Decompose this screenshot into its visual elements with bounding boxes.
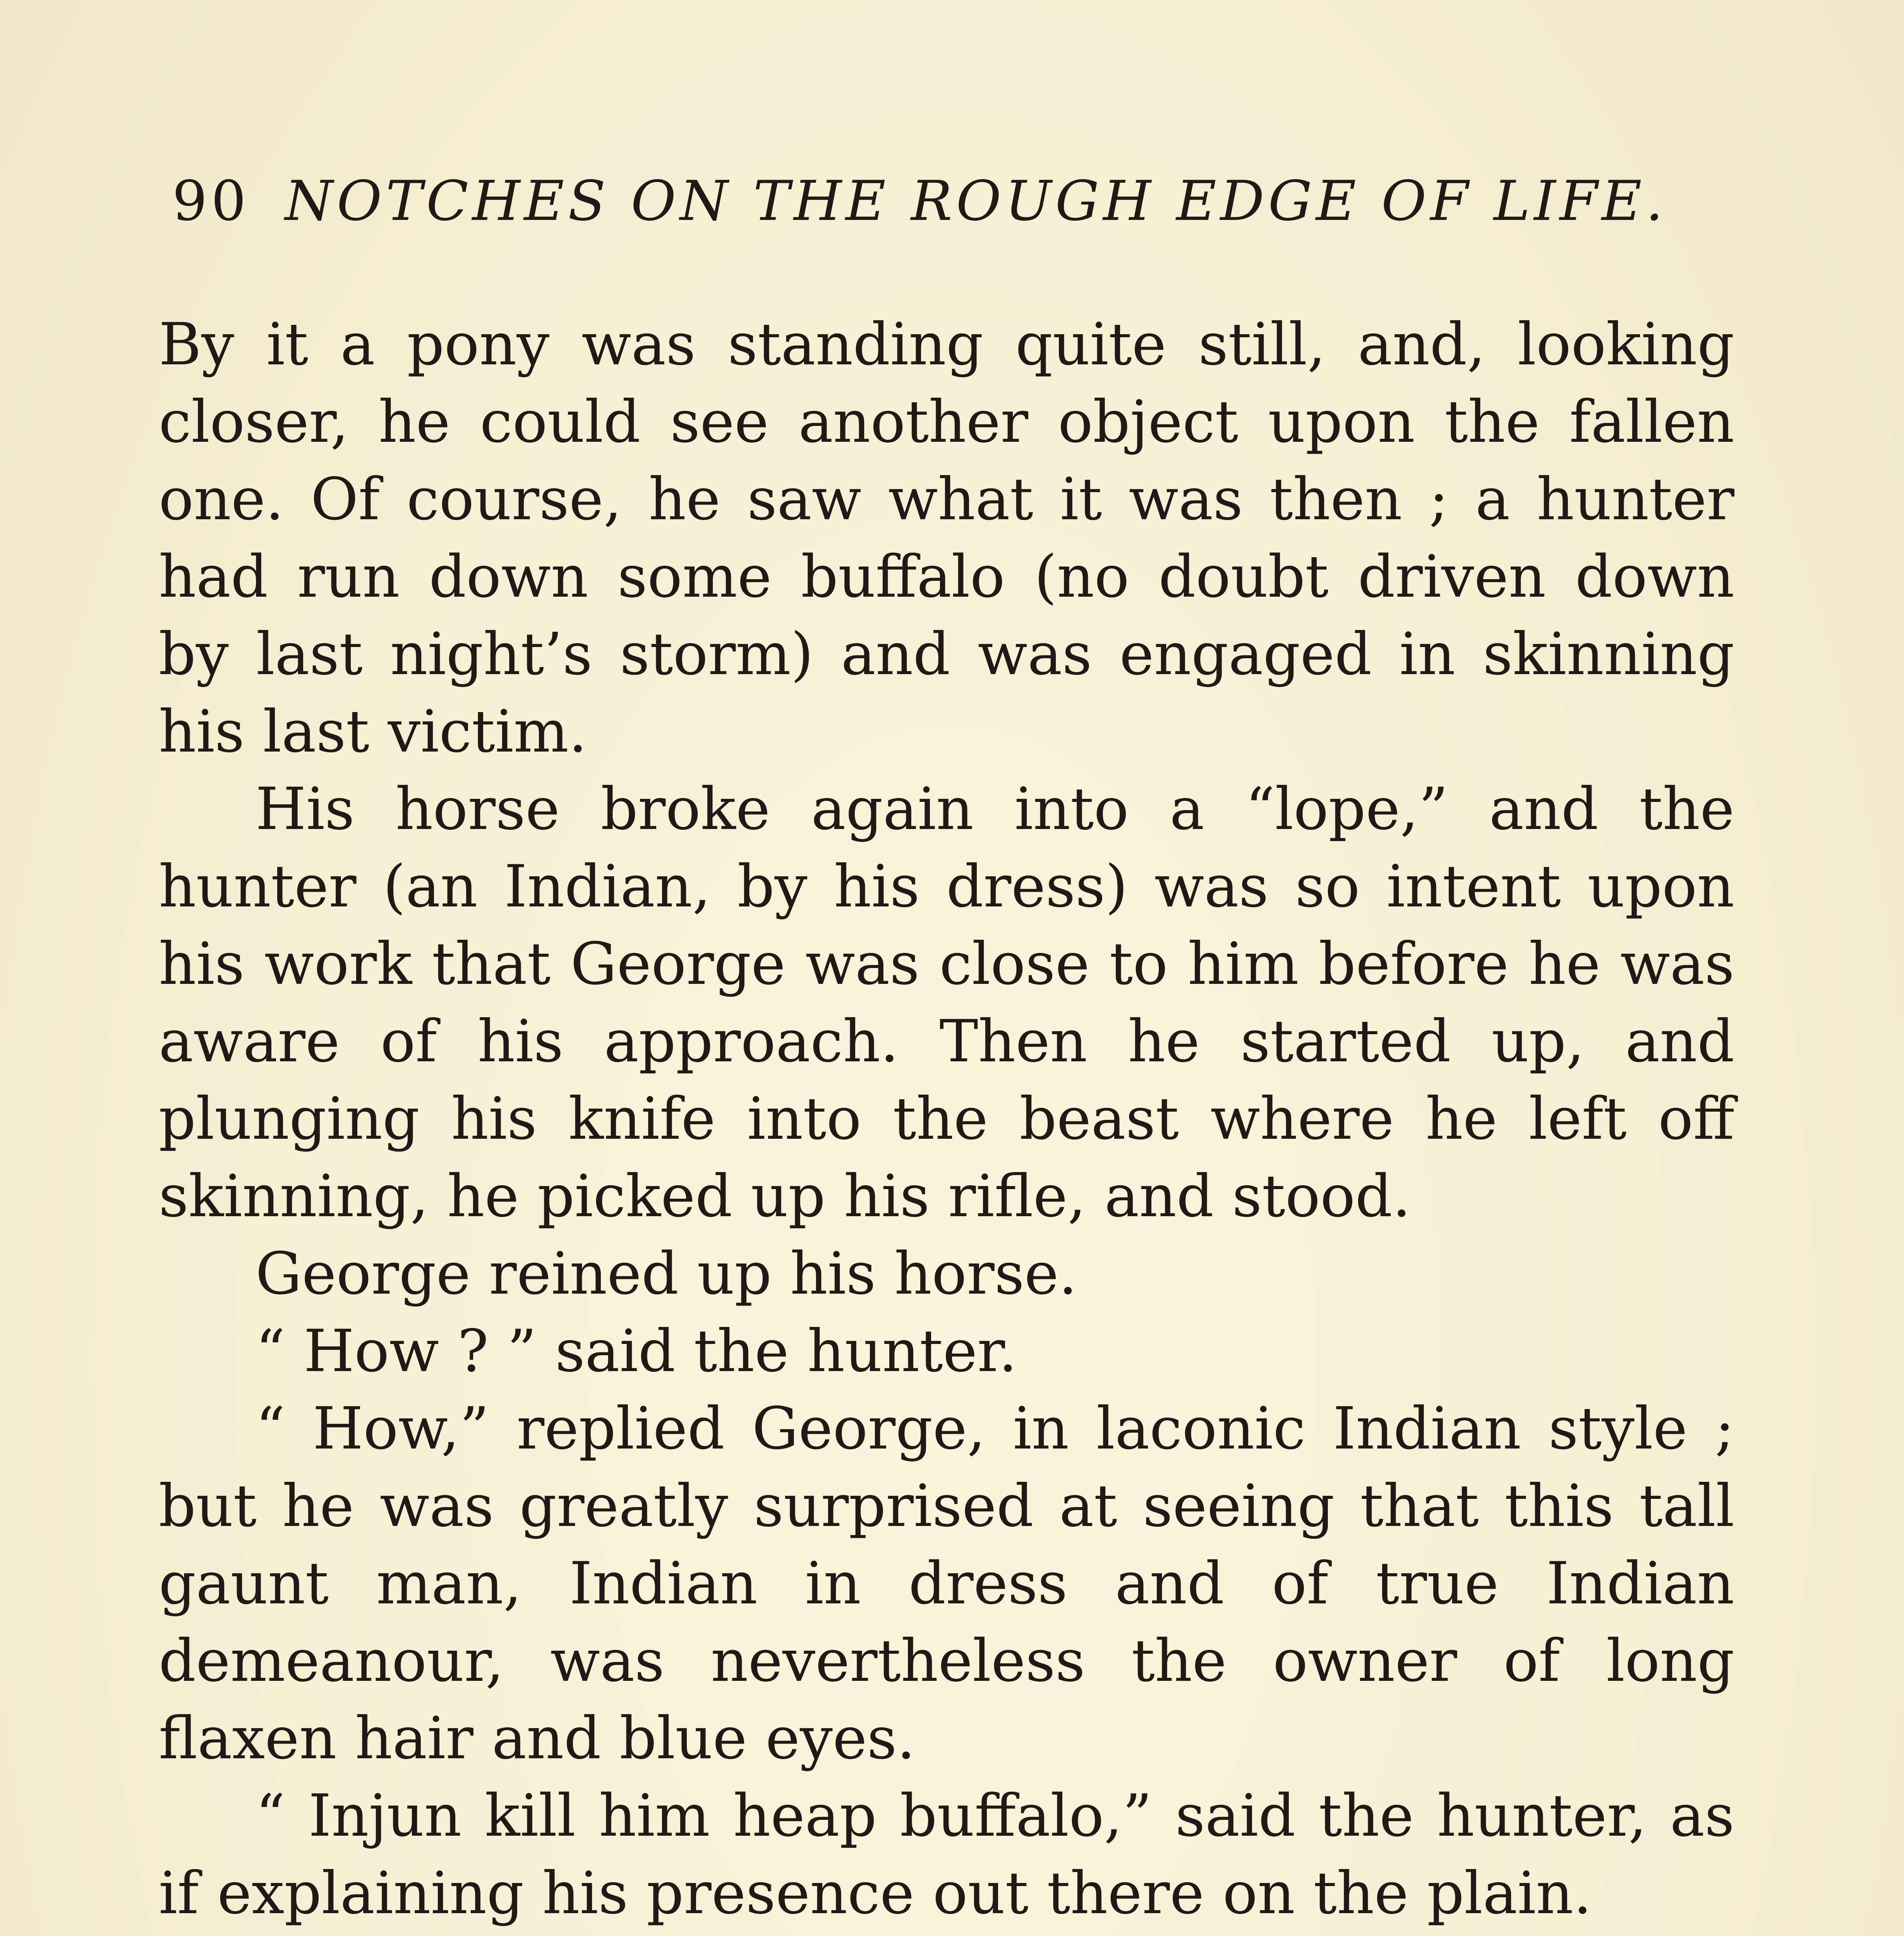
body-text (159, 306, 1734, 1936)
paragraph-3: George reined up his horse. (256, 1240, 1077, 1308)
paragraph-1: By it a pony was standing quite still, and, looking closer, he could see another object upon the fallen one. Of course, he saw what it was then ; a hunter had run down some buffalo (no doubt driven down by last night’s storm) and was engaged in skinning his last victim. (159, 311, 1734, 765)
paragraph-4: “ How ? ” said the hunter. (256, 1318, 1017, 1385)
running-title: NOTCHES ON THE ROUGH EDGE OF LIFE. (285, 169, 1667, 233)
paragraph-2: His horse broke again into a “lope,” and the hunter (an Indian, by his dress) was so intent upon his work that George was close to him before he was aware of his approach. Then he started up, and plunging his knife into the beast where he left off skinning, he picked up his rifle, and stood. (159, 776, 1734, 1230)
paragraph-5: “ How,” replied George, in laconic Indian style ; but he was greatly surprised at seeing that this tall gaunt man, Indian in dress and of true Indian demeanour, was nevertheless the owner of long flaxen hair and blue eyes. (159, 1395, 1734, 1772)
paragraph-7 (159, 1932, 1734, 1936)
paragraph-6: “ Injun kill him heap buffalo,” said the hunter, as if explaining his presence out there on the plain. (159, 1782, 1734, 1927)
running-head (172, 163, 1725, 240)
page-number: 90 (172, 169, 250, 233)
